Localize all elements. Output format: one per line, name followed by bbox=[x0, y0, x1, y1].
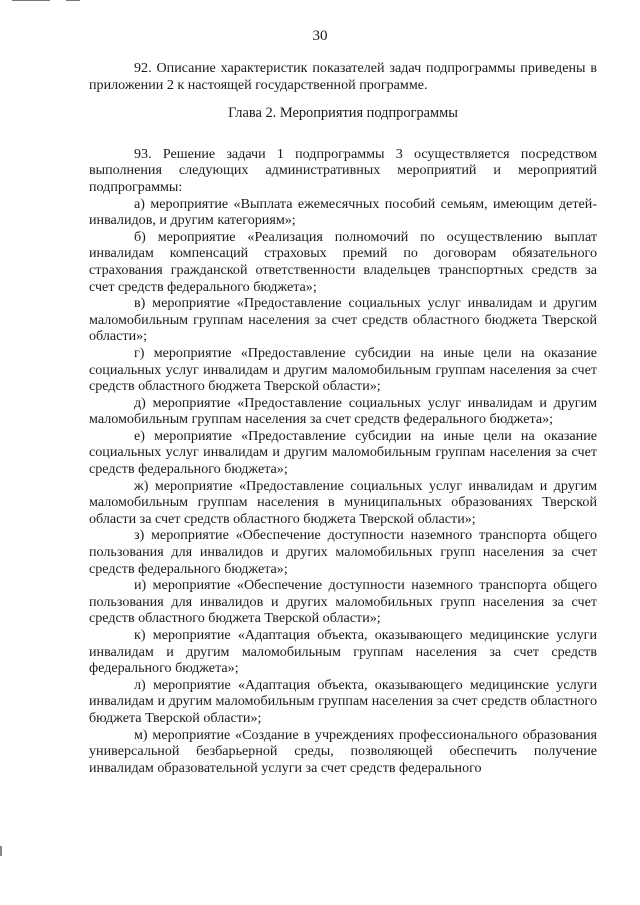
list-item-b: б) мероприятие «Реализация полномочий по осуществлению выплат инвалидам компенсаций страховых премий по договорам обязательного страхования гражданской ответственности владельцев транспортных средств за счет средств федерального бюджета»; bbox=[89, 228, 597, 295]
scan-edge-mark bbox=[66, 0, 80, 1]
list-item-i: и) мероприятие «Обеспечение доступности наземного транспорта общего пользования для инвалидов и других маломобильных групп населения за счет средств областного бюджета Тверской области»; bbox=[89, 577, 597, 627]
list-item-d: д) мероприятие «Предоставление социальных услуг инвалидам и другим маломобильным группам населения за счет средств федерального бюджета»; bbox=[89, 394, 597, 428]
list-item-a: а) мероприятие «Выплата ежемесячных пособий семьям, имеющим детей-инвалидов, и другим категориям»; bbox=[89, 195, 597, 229]
list-item-l: л) мероприятие «Адаптация объекта, оказывающего медицинские услуги инвалидам и другим маломобильным группам населения за счет средств областного бюджета Тверской области»; bbox=[89, 676, 597, 726]
list-item-k: к) мероприятие «Адаптация объекта, оказывающего медицинские услуги инвалидам и другим маломобильным группам населения за счет средств федерального бюджета»; bbox=[89, 627, 597, 677]
scan-edge-mark bbox=[12, 0, 50, 1]
page-number: 30 bbox=[312, 28, 328, 44]
list-item-m: м) мероприятие «Создание в учреждениях профессионального образования универсальной безбарьерной среды, позволяющей обеспечить получение инвалидам образовательной услуги за счет средств федерального bbox=[89, 726, 597, 776]
paragraph-93-intro: 93. Решение задачи 1 подпрограммы 3 осуществляется посредством выполнения следующих административных мероприятий и мероприятий подпрограммы: bbox=[89, 145, 597, 195]
list-item-g: г) мероприятие «Предоставление субсидии на иные цели на оказание социальных услуг инвалидам и другим маломобильным группам населения за счет средств областного бюджета Тверской области»; bbox=[89, 344, 597, 395]
list-item-z: з) мероприятие «Обеспечение доступности наземного транспорта общего пользования для инвалидов и других маломобильных групп населения за счет средств федерального бюджета»; bbox=[89, 527, 597, 577]
document-body bbox=[89, 60, 597, 776]
list-item-e: е) мероприятие «Предоставление субсидии на иные цели на оказание социальных услуг инвалидам и другим маломобильным группам населения за счет средств федерального бюджета»; bbox=[89, 427, 597, 478]
scan-edge-tick bbox=[0, 846, 2, 856]
chapter-title: Глава 2. Мероприятия подпрограммы bbox=[228, 105, 458, 122]
list-item-zh: ж) мероприятие «Предоставление социальных услуг инвалидам и другим маломобильным группам населения в муниципальных образованиях Тверской области за счет средств областного бюджета Тверской области»; bbox=[89, 477, 597, 527]
paragraph-92: 92. Описание характеристик показателей задач подпрограммы приведены в приложении 2 к настоящей государственной программе. bbox=[89, 60, 597, 93]
list-item-v: в) мероприятие «Предоставление социальных услуг инвалидам и другим маломобильным группам населения за счет средств областного бюджета Тверской области»; bbox=[89, 295, 597, 345]
